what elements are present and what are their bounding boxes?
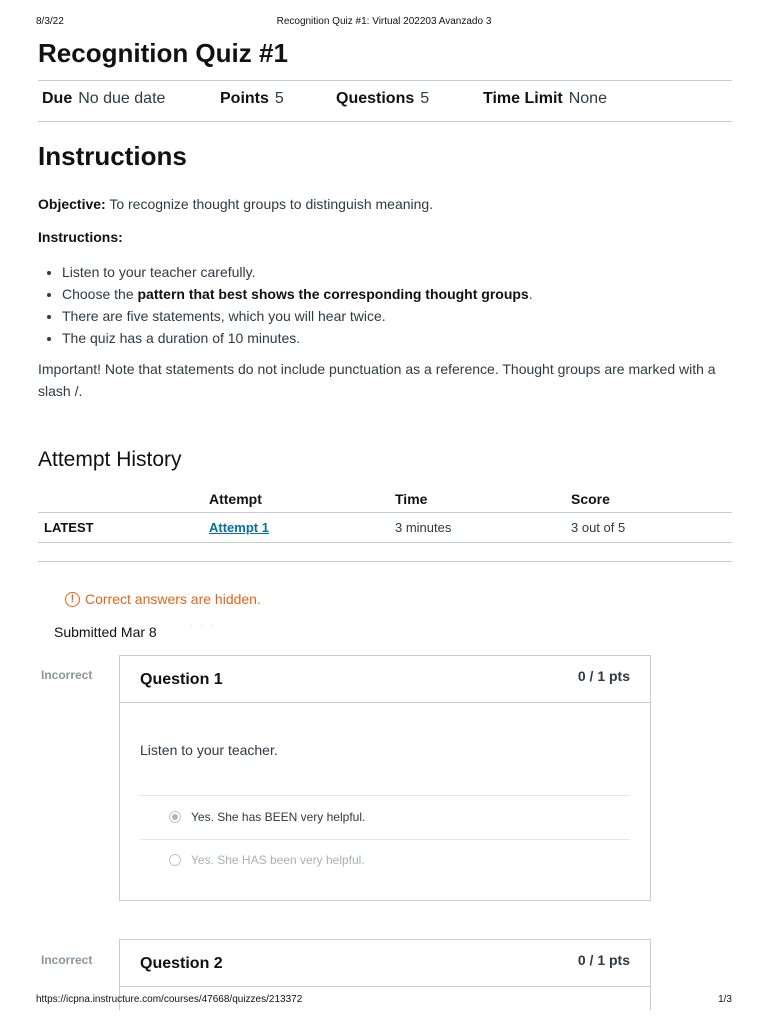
question-card (119, 655, 651, 901)
question-header (120, 940, 650, 987)
quiz-details (38, 90, 732, 112)
print-footer (36, 994, 732, 1008)
column-header: Score (571, 486, 732, 513)
question-name: Question 1 (140, 671, 223, 688)
answer-text: Yes. She HAS been very helpful. (191, 853, 365, 867)
detail-label: Due (42, 90, 73, 107)
detail-time-limit (483, 90, 607, 108)
column-header: Attempt (209, 486, 395, 513)
objective-text: To recognize thought groups to distinguish meaning. (109, 196, 434, 212)
column-header: Time (395, 486, 571, 513)
print-header (36, 16, 732, 30)
divider (38, 121, 732, 122)
submitted-date: Submitted Mar 8 (54, 624, 157, 640)
question-header (120, 656, 650, 703)
detail-questions (336, 90, 429, 108)
print-date: 8/3/22 (36, 16, 64, 27)
detail-value: 5 (274, 90, 284, 107)
list-item-text: . (528, 286, 533, 302)
detail-value: 5 (420, 90, 430, 107)
instructions-list (38, 261, 722, 349)
answer-text: Yes. She has BEEN very helpful. (191, 810, 366, 824)
answer-option[interactable] (169, 810, 365, 824)
attempt-label: LATEST (38, 513, 209, 543)
important-note: Important! Note that statements do not include punctuation as a reference. Thought groups are marked with a slash /. (38, 361, 716, 399)
list-item-emphasis: pattern that best shows the corresponding thought groups (137, 286, 529, 302)
answer-option[interactable] (169, 853, 365, 867)
detail-label: Points (220, 90, 269, 107)
question-status: Incorrect (41, 668, 93, 682)
print-url: https://icpna.instructure.com/courses/47668/quizzes/213372 (36, 994, 303, 1005)
instructions-heading: Instructions (38, 141, 187, 171)
list-item (62, 283, 722, 305)
divider (38, 561, 732, 562)
instructions-label: Instructions: (38, 229, 123, 245)
question-points: 0 / 1 pts (577, 668, 630, 684)
detail-label: Questions (336, 90, 415, 107)
quiz-title: Recognition Quiz #1 (38, 38, 288, 68)
column-header (38, 486, 209, 513)
attempt-cell (209, 513, 395, 543)
divider (38, 80, 732, 81)
detail-label: Time Limit (483, 90, 563, 107)
attempt-score: 3 out of 5 (571, 513, 732, 543)
list-item-text: Choose the (62, 286, 138, 302)
answer-divider (140, 795, 630, 796)
correct-answers-hidden-notice (65, 591, 261, 607)
notice-text: Correct answers are hidden. (85, 591, 261, 607)
question-points: 0 / 1 pts (577, 952, 630, 968)
attempt-history-table (38, 486, 732, 543)
table-header-row (38, 486, 732, 513)
detail-value: None (568, 90, 607, 107)
detail-points (220, 90, 284, 108)
print-title: Recognition Quiz #1: Virtual 202203 Avanzado 3 (276, 16, 492, 27)
page-number: 1/3 (718, 994, 732, 1005)
attempt-history-heading: Attempt History (38, 448, 182, 471)
question-text: Listen to your teacher. (140, 742, 278, 758)
attempt-link[interactable]: Attempt 1 (209, 520, 269, 535)
objective (38, 196, 433, 212)
exclamation-circle-icon: ! (65, 592, 80, 607)
list-item: • There are five statements, which you will hear twice. (62, 305, 722, 327)
radio-unselected-icon[interactable] (169, 854, 181, 866)
faint-mark: · · · (190, 620, 216, 631)
objective-label: Objective: (38, 196, 106, 212)
answer-divider (140, 839, 630, 840)
radio-selected-icon[interactable] (169, 811, 181, 823)
detail-value: No due date (78, 90, 166, 107)
question-name: Question 2 (140, 955, 223, 972)
detail-due (42, 90, 165, 108)
table-row (38, 513, 732, 543)
list-item: • The quiz has a duration of 10 minutes. (62, 327, 722, 349)
list-item: • Listen to your teacher carefully. (62, 261, 722, 283)
attempt-time: 3 minutes (395, 513, 571, 543)
question-status: Incorrect (41, 953, 93, 967)
